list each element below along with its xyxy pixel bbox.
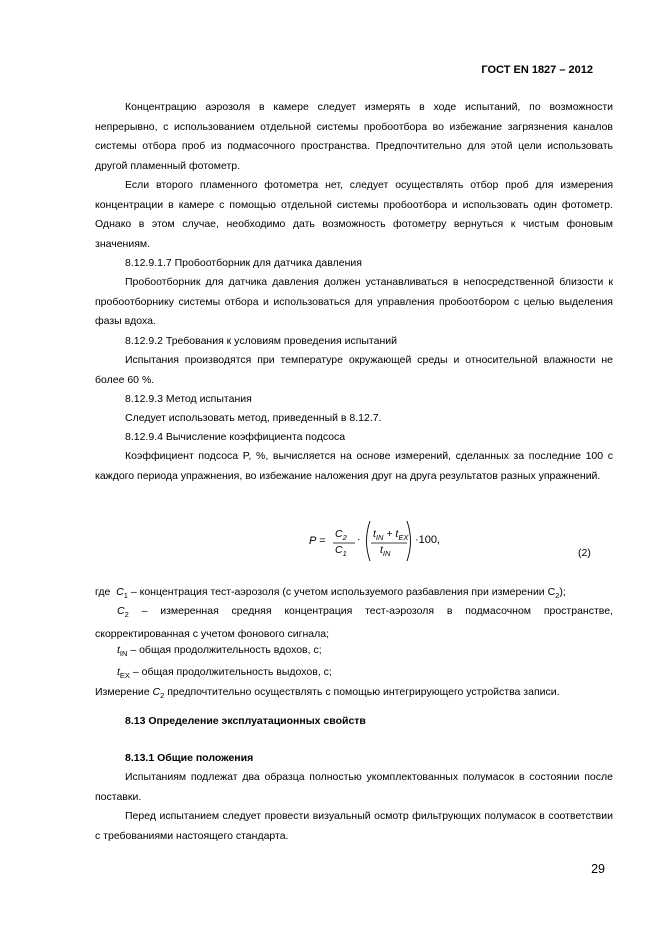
left-paren bbox=[363, 520, 371, 562]
formula-c1: $C_1$ bbox=[335, 544, 347, 559]
right-paren bbox=[406, 520, 414, 562]
definition-c2: $C_2$ – измеренная средняя концентрация тест-аэрозоля в подмасочном пространстве, скорректированная с учетом фонового сигнала; bbox=[95, 605, 613, 640]
paragraph: Перед испытанием следует провести визуальный осмотр фильтрующих полумасок в соответствии с требованиями настоящего стандарта. bbox=[95, 810, 613, 842]
section-heading: 8.13.1 Общие положения bbox=[125, 752, 254, 764]
equation-number: (2) bbox=[578, 547, 591, 559]
document-header: ГОСТ EN 1827 – 2012 bbox=[481, 64, 593, 76]
paragraph: Коэффициент подсоса P, %, вычисляется на основе измерений, сделанных за последние 100 с каждого периода упражнения, во избежание наложения друг на друга результатов разных упражнений. bbox=[95, 450, 613, 482]
definition-tex: $t_{EX}$ – общая продолжительность выдохов, с; bbox=[117, 666, 332, 681]
formula-tin: $t_{IN} + t_{EX}$ bbox=[373, 528, 409, 543]
measurement-note: Измерение $C_2$ предпочтительно осуществлять с помощью интегрирующего устройства записи. bbox=[95, 686, 560, 701]
definition-c1: где $C_1$ – концентрация тест-аэрозоля (с учетом используемого разбавления при измерении $C_2$); bbox=[95, 586, 566, 601]
paragraph: Пробоотборник для датчика давления должен устанавливаться в непосредственной близости к пробоотборнику системы отбора и использоваться для управления пробоотбором с целью выделения фазы вдоха. bbox=[95, 276, 613, 328]
formula-c2: $C_2$ bbox=[335, 528, 347, 543]
section-heading: 8.13 Определение эксплуатационных свойств bbox=[125, 715, 366, 727]
paragraph: Следует использовать метод, приведенный в 8.12.7. bbox=[125, 412, 382, 424]
formula-lhs: P = bbox=[309, 535, 326, 547]
section-heading: 8.12.9.3 Метод испытания bbox=[125, 393, 252, 405]
leakage-formula bbox=[309, 528, 459, 564]
formula-dot: · bbox=[357, 533, 361, 545]
section-heading: 8.12.9.2 Требования к условиям проведения испытаний bbox=[125, 335, 397, 347]
paragraph: Испытания производятся при температуре окружающей среды и относительной влажности не более 60 %. bbox=[95, 354, 613, 386]
paragraph: Испытаниям подлежат два образца полностью укомплектованных полумасок в состоянии после поставки. bbox=[95, 771, 613, 803]
page-number: 29 bbox=[591, 862, 605, 876]
definition-tin: $t_{IN}$ – общая продолжительность вдохов, с; bbox=[117, 644, 322, 659]
formula-tail: ·100, bbox=[415, 534, 441, 546]
section-heading: 8.12.9.1.7 Пробоотборник для датчика давления bbox=[125, 257, 362, 269]
paragraph: Концентрацию аэрозоля в камере следует измерять в ходе испытаний, по возможности непрерывно, с использованием отдельной системы пробоотбора во избежание загрязнения каналов системы отбора проб из подмасочного пространства. Предпочтительно для этой цели использовать другой пламенный фотометр. bbox=[95, 101, 613, 172]
formula-tin-den: $t_{IN}$ bbox=[380, 544, 391, 559]
section-heading: 8.12.9.4 Вычисление коэффициента подсоса bbox=[125, 431, 346, 443]
paragraph: Если второго пламенного фотометра нет, следует осуществлять отбор проб для измерения концентрации в камере с помощью отдельной системы пробоотбора и использовать один фотометр. Однако в этом случае, необходимо дать возможность фотометру вернуться к чистым фоновым значениям. bbox=[95, 179, 613, 250]
